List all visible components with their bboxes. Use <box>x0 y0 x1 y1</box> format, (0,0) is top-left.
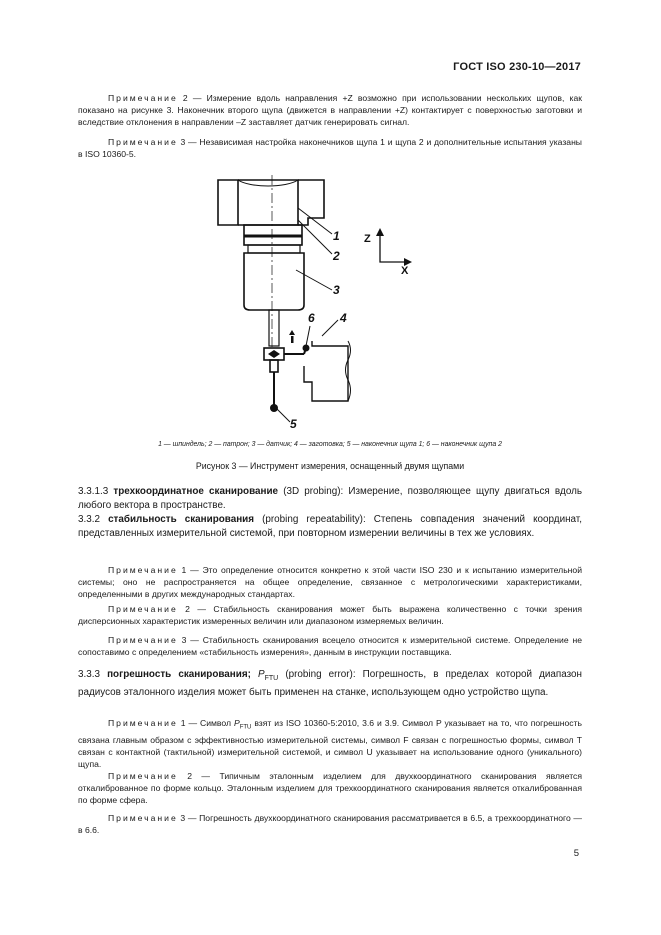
note-1-332 <box>78 564 582 601</box>
section-text: (probing repeatability): Степень совпадения значений координат, представленных измерительной системой, при повторном измерении величины в тех же условиях. <box>78 514 582 539</box>
document-header: ГОСТ ISO 230-10—2017 <box>453 61 581 73</box>
page-number: 5 <box>573 848 579 859</box>
leader-4 <box>322 320 338 336</box>
workpiece-outline <box>304 341 348 401</box>
axis-z-label: Z <box>364 233 371 245</box>
note-3-top <box>78 136 582 160</box>
section-text: (probing error): Погрешность, в пределах которой диапазон радиусов эталонного изделия может быть применен на станке, использующем одно устройство щупа. <box>78 669 582 698</box>
note-2-333 <box>78 770 582 807</box>
callout-6: 6 <box>308 311 315 325</box>
note-1-333 <box>78 717 582 771</box>
symbol-p: P <box>258 669 265 680</box>
callout-3: 3 <box>333 283 340 297</box>
section-3-3-1-3 <box>78 485 582 512</box>
chuck-ring <box>248 245 300 253</box>
callout-2: 2 <box>333 249 340 263</box>
stylus-2-tip <box>303 345 310 352</box>
leader-2 <box>298 220 332 254</box>
note-text: 3 — Независимая настройка наконечников щупа 1 и щупа 2 и дополнительные испытания указаны в ISO 10360-5. <box>78 137 582 160</box>
leader-1 <box>298 208 332 234</box>
leader-3 <box>296 270 332 290</box>
axis-x-label: X <box>401 265 409 277</box>
z-axis-arrow <box>376 228 384 236</box>
note-3-332 <box>78 634 582 658</box>
spindle-left-block <box>218 180 238 225</box>
stylus-joint <box>270 360 278 372</box>
figure-legend: 1 — шпиндель; 2 — патрон; 3 — датчик; 4 — заготовка; 5 — наконечник щупа 1; 6 — наконечник щупа 2 <box>158 441 502 448</box>
figure-title: Рисунок 3 — Инструмент измерения, оснащенный двумя щупами <box>195 461 465 471</box>
leader-6 <box>306 326 310 346</box>
note-label: Примечание <box>108 137 178 147</box>
note-text: 3 — Стабильность сканирования всецело относится к измерительной системе. Определение не сопоставимо с определением «стабильность измерения», данным в инструкции поставщика. <box>78 635 582 658</box>
stylus-head-diamond <box>268 350 280 358</box>
section-term: погрешность сканирования; <box>107 669 259 680</box>
probe-stem <box>269 310 279 346</box>
note-text: 2 — Типичным эталонным изделием для двухкоординатного сканирования является откалиброванное по форме кольцо. Эталонным изделием для трехкоординатного сканирования является откалиброванная по форме сфера. <box>78 771 582 806</box>
section-3-3-2 <box>78 513 582 540</box>
note-label: Примечание <box>108 565 178 575</box>
note-text: 1 — Это определение относится конкретно к этой части ISO 230 и к испытанию измерительной системы; оно не распространяется на общее определение, связанное с метрологическими характеристиками, определенными в других международных стандартах. <box>78 565 582 600</box>
section-number: 3.3.1.3 <box>78 486 114 497</box>
symbol-subscript: FTU <box>239 724 252 731</box>
note-text: 3 — Погрешность двухкоординатного сканирования рассматривается в 6.5, а трехкоординатного — в 6.6. <box>78 813 582 836</box>
section-term: трехкоординатное сканирование <box>113 486 279 497</box>
stylus-1-tip <box>270 404 278 412</box>
note-text-a: 1 — Символ <box>177 718 234 728</box>
note-text-b: взят из ISO 10360-5:2010, 3.6 и 3.9. Символ P указывает на то, что погрешность связана главным образом с эффективностью измерительной системы, символ F связан с погрешностью формы, символ T связан с контактной (тактильной) измерительной системой, и символ U указывает на использование одного (уникального) щупа. <box>78 718 582 770</box>
section-number: 3.3.2 <box>78 514 109 525</box>
section-number: 3.3.3 <box>78 669 108 680</box>
symbol-p: P <box>233 718 240 728</box>
note-label: Примечание <box>108 718 178 728</box>
spindle-curve <box>238 180 298 186</box>
callout-5: 5 <box>290 417 297 431</box>
note-label: Примечание <box>108 635 178 645</box>
symbol-subscript: FTU <box>264 674 279 682</box>
figure-3-drawing <box>200 170 440 435</box>
note-label: Примечание <box>108 604 178 614</box>
note-label: Примечание <box>108 813 178 823</box>
note-label: Примечание <box>108 771 178 781</box>
note-text: 2 — Измерение вдоль направления +Z возможно при использовании нескольких щупов, как показано на рисунке 3. Наконечник второго щупа (движется в направлении +Z) контактирует с поверхностью заготовки и вследствие отклонения в направлении –Z заставляет датчик генерировать сигнал. <box>78 93 582 128</box>
callout-4: 4 <box>340 311 347 325</box>
note-3-333 <box>78 812 582 836</box>
direction-arrow-head <box>289 330 295 335</box>
note-2-332 <box>78 603 582 627</box>
callout-1: 1 <box>333 229 340 243</box>
note-text: 2 — Стабильность сканирования может быть выражена количественно с точки зрения дисперсионных характеристик измеренных величин или диапазоном измеряемых величин. <box>78 604 582 627</box>
section-term: стабильность сканирования <box>108 514 255 525</box>
section-text: (3D probing): Измерение, позволяющее щупу двигаться вдоль любого вектора в пространстве. <box>78 486 582 511</box>
axes-lines <box>380 234 406 262</box>
note-2-top <box>78 92 582 129</box>
probe-body <box>244 253 304 310</box>
note-label: Примечание <box>108 93 178 103</box>
section-3-3-3 <box>78 668 582 699</box>
direction-arrow-shaft <box>291 336 294 343</box>
spindle-body <box>238 180 298 225</box>
